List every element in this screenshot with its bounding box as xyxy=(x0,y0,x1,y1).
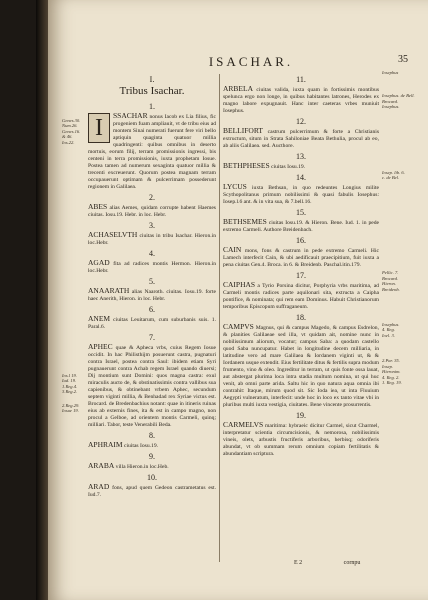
margin-note: c. de Bel. xyxy=(382,175,400,181)
entry-number: 16. xyxy=(296,236,306,245)
entry-lead: LYCUS xyxy=(223,182,247,191)
entry-agad xyxy=(88,259,216,275)
entry-text: castrum pulcerrimum & forte a Christianis extructum, situm in Strata Sahiloniae Beata Bethulia, procul ab eo, ab aliis Galilaea. sed. Aucthore. xyxy=(223,129,379,149)
signature-mark: E 2 xyxy=(294,560,303,566)
margin-note: Hieron. xyxy=(382,281,396,287)
entry-carmelus xyxy=(223,421,379,458)
left-column xyxy=(88,74,216,501)
entry-text: a Tyrio Porsina dicitur, Porphyria vrbs maritima, ad Carmeli montis radices parte aquilonari sita, extructa a Caipha pontifice, & nominata; qui rem eam Dominus. Habuit Christianorum temporibus Episcopum suffraganeum. xyxy=(223,283,379,310)
entry-campus xyxy=(223,323,379,409)
entry-text: ciuitas in tribu Isachar. Hieron.in loc.Hebr. xyxy=(88,233,216,246)
margin-note: Breidenb. xyxy=(382,286,400,292)
entry-text: alias Naaroth. ciuitas. Iosu.19. forte haec Anerith, Hieron. in loc. Hebr. xyxy=(88,289,216,302)
entry-lead: CARMELVS xyxy=(223,420,264,429)
page-footer xyxy=(294,560,360,566)
entry-number: 17. xyxy=(296,271,306,280)
entry-text: villa Hieron.in loc.Heb. xyxy=(115,464,169,470)
entry-lead: CAIN xyxy=(223,245,242,254)
entry-number: 15. xyxy=(296,208,306,217)
section-number: I. xyxy=(149,75,155,84)
entry-number: 2. xyxy=(149,193,155,202)
margin-note: 4. Reg. 2. xyxy=(382,374,400,380)
entry-text: fita ad radices montis Hermon. Hieron.in loc.Hebr. xyxy=(88,261,216,274)
entry-text: ciuitas Iosu.19. xyxy=(271,164,306,170)
entry-aphraim xyxy=(88,441,216,450)
entry-number: 19. xyxy=(296,411,306,420)
entry-text: maritima: hybraeic dicitur Carmel, sicut Charmel, interpretatur scientia circumcisionis, & nemorosa, nobilissimis vineis, olets, arbustis fructiferis arboribus, herbisq; odoriferis abundat, vt ob summam rerum omnium copiam fertilitatis & abundantiam scriptura. xyxy=(223,423,379,457)
margin-note: Ios.22. xyxy=(62,139,75,145)
margin-note: Iosue 19. xyxy=(62,408,79,414)
entry-lycus xyxy=(223,183,379,206)
margin-note: Iosep. lib. 6. xyxy=(382,169,405,175)
entry-lead: AGAD xyxy=(88,258,110,267)
entry-text: mons, fons & castrum in pede extremo Carmeli. Hic Lamech interfecit Cain, & ubi aedificauit praecipitium, fuit iuxta a pena ciuitas Gen.4. Broca. in 6. & Breidenb. Paschal.itin.179. xyxy=(223,248,379,268)
entry-number: 7. xyxy=(149,333,155,342)
entry-anaarath xyxy=(88,287,216,303)
entry-number: 11. xyxy=(296,75,306,84)
margin-note: Iosephus. xyxy=(382,322,400,328)
margin-note: 2.Reg.29. xyxy=(62,402,80,408)
entry-text: fons, apud quem Gedeon castrametatus est. Iud.7. xyxy=(88,485,216,498)
entry-lead: ACHASELVTH xyxy=(88,230,138,239)
running-title: ISACHAR. xyxy=(208,54,294,69)
entry-number: 12. xyxy=(296,117,306,126)
entry-text: quae & Apheca vrbs, cuius Regem Iosue occidit. In hac Philisthijm posuerunt castra, pugnaturi contra Israel, postea contra Saul: ibidem etiam Syri pugnauerunt contra Achab regem Israel quando diuersi; Dij montium sunt Domini: quos magna castra: exul miraculis aucto de, & obstinatissimis contra vallibus sua capienibus, & obtinebant vrbem Aphec, secundum septem viginti millia, & Benhadad rex Syriae victus est. Brocard. de Bredenbachius notant: quae in itineris ruinas eius ab externis fines, ita & est in campo magno, non procul a Gelboe, ad orientem montis Carmeli, quinq; milliari. Tabor, teste Venerabili Beda. xyxy=(88,345,217,428)
margin-note: & 46. xyxy=(62,134,73,140)
book-page xyxy=(48,0,428,600)
margin-note: Iud. 19. xyxy=(62,378,77,384)
entry-arad xyxy=(88,483,216,499)
entry-number: 6. xyxy=(149,305,155,314)
entry-text: ciuitas Iosu.19. xyxy=(124,443,159,449)
margin-note: Ioel. 3. xyxy=(382,332,395,338)
entry-cain xyxy=(223,246,379,269)
entry-achaseluth xyxy=(88,231,216,247)
entry-number: 10. xyxy=(147,473,157,482)
entry-issachar xyxy=(88,112,216,191)
entry-lead: BETHSEMES xyxy=(223,217,267,226)
entry-number: 13. xyxy=(296,152,306,161)
left-margin-notes xyxy=(62,118,86,413)
entry-lead: CAIPHAS xyxy=(223,280,256,289)
entry-lead: ANEM xyxy=(88,314,111,323)
entry-lead: CAMPVS xyxy=(223,322,254,331)
entry-lead: ANAARATH xyxy=(88,286,130,295)
entry-number: 1. xyxy=(149,102,155,111)
margin-note: Brocard. xyxy=(382,275,399,281)
entry-text: ciuitas Iosu.19. & Hieron. Bene. Iud. 1. in pede extremo Carmeli. Authore Breidenbach. xyxy=(223,220,380,233)
entry-text: alias Aemes, quidam corrupte habent Haemes ciuitas. Iosu.19. Hebr. in loc. Hebr. xyxy=(88,205,216,218)
margin-note: Num.26. xyxy=(62,123,78,129)
dropcap-initial: I xyxy=(88,113,110,143)
entry-lead: APHRAIM xyxy=(88,440,123,449)
margin-note: Iosephus. de Bell. xyxy=(382,93,415,99)
entry-lead: BETHPHESES xyxy=(223,161,270,170)
entry-text: ciuitas valida, iuxta quam in fortissimis montibus spelunca ergo non longe, in quibus habitantes latrones, Herodes ex magno labore expugnauit. Hanc inter caeteras vrbes muniuit Iosephus. xyxy=(223,87,379,114)
margin-note: 4. Reg. xyxy=(382,327,395,333)
margin-note: 2.Par. 35. xyxy=(382,358,400,364)
entry-anem xyxy=(88,315,216,331)
entry-number: 5. xyxy=(149,277,155,286)
entry-number: 18. xyxy=(296,313,306,322)
margin-note: Brocard. xyxy=(382,98,399,104)
margin-note: Pellic. 7. xyxy=(382,270,399,276)
entry-bethsemes xyxy=(223,218,379,234)
entry-araba xyxy=(88,462,216,471)
entry-lead: APHEC xyxy=(88,342,113,351)
entry-number: 4. xyxy=(149,249,155,258)
entry-number: 3. xyxy=(149,221,155,230)
entry-bethpheses xyxy=(223,162,379,171)
margin-note: Iosephus xyxy=(382,70,399,75)
page-header xyxy=(88,54,414,70)
entry-number: 8. xyxy=(149,431,155,440)
section-heading: Tribus Isachar. xyxy=(119,85,185,97)
entry-lead: ARABA xyxy=(88,461,115,470)
margin-note: Ios.l 19. xyxy=(62,373,77,379)
margin-note: 1. Reg. 19. xyxy=(382,379,402,385)
right-column xyxy=(223,74,379,460)
entry-abes xyxy=(88,203,216,219)
entry-lead: ARBELA xyxy=(223,84,253,93)
catchword: cornpu xyxy=(343,560,361,566)
entry-bellifort xyxy=(223,127,379,150)
margin-note: Iosephus. xyxy=(382,104,400,110)
entry-caiphas xyxy=(223,281,379,311)
margin-note: 1.Reg.4. xyxy=(62,383,78,389)
entry-lead: BELLIFORT xyxy=(223,126,263,135)
margin-note: 3.Reg.2. xyxy=(62,389,78,395)
entry-number: 14. xyxy=(296,173,306,182)
entry-text: nonus Iacob ex Lia filius, fic progeniem fuam ampliauit, vt de tribu eius ad montem Sinai numerati fuerunt fere viri bello aptiquin quaginta quatuor millia quadringenti: quibus omnibus in deserto mortuis, eorum filij, terram promissionis ingressi, bis centeni in terra promissionis, iuxta prophetam Iosue. Postea tamen ad numerum sexaginta quatuor millia & trecenti excreuerunt. Quorum postea magnam terram occupauerunt optimam & pulcerrimam possederunt regionem in Galilaea. xyxy=(88,114,216,190)
entry-text: Magnus, qui & campus Magedo, & campus Esdrelon, & planities Galilaeae sed illa, vt quidam ait, nomine nunc in nobilissimum aliorum, vocatur; campus Saba: a quodam castello quod Saba nuncupatur. Habet in longitudine decem milliaria, in latitudine vero ad mare Galilaea & Iordanem viginti ut, & & Iordanem usque extendit. Eius fertilitate ditus & fertilis supra modum frumento, vino & oleo. Ingreditur in terram, ut quis fonte ossa lauat, aut abstergat plurima loca intra stadia multum nomina, ut qui huc venit, ab omni parte arida. Saltu hic in quo natura aqua omnia ibi contrahit: Itaque, mirum quod sit. Sic Ioda iea, ut inta Fluuium Aegypti vulneratum, interfecit: unde hoc in loco ex tanto vitae vbi in pluribus multi iuxta vestigia, ciuitates. Bene vincente prosurrentis. xyxy=(223,325,379,408)
entry-aphec xyxy=(88,343,216,429)
entry-lead: ARAD xyxy=(88,482,110,491)
page-number: 35 xyxy=(398,54,408,65)
margin-note: Iosep. xyxy=(382,363,394,369)
margin-note: Genes.16. xyxy=(62,128,81,134)
entry-lead: SSACHAR xyxy=(113,111,148,120)
entry-text: iuxta Bethsan, in quo redeuntes Longius milite Scythopolitanus primum nobilissimi & quasi fabulis Iosephus: Iosep.l.6 ant. & in vita sua, & 7.bell.16. xyxy=(223,185,379,205)
margin-note: Hieronim. xyxy=(382,369,401,375)
margin-note: Genes.30. xyxy=(62,118,81,123)
entry-text: ciuitas Leuitarum, cum suburbanis suis. 1. Paral.6. xyxy=(88,317,216,330)
right-margin-notes xyxy=(382,70,416,385)
column-divider xyxy=(219,74,220,562)
entry-lead: ABES xyxy=(88,202,108,211)
entry-number: 9. xyxy=(149,452,155,461)
entry-arbela xyxy=(223,85,379,115)
